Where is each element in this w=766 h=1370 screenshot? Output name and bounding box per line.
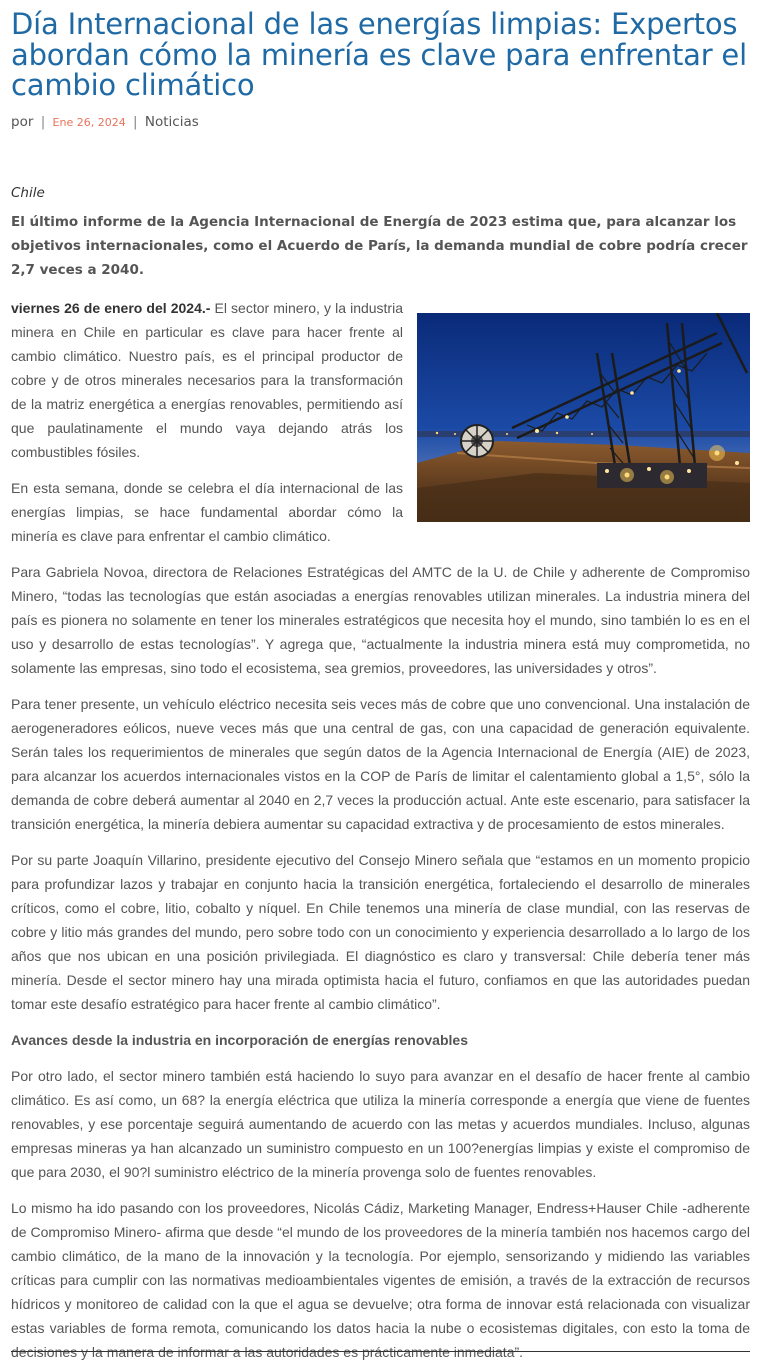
paragraph-villarino: Por su parte Joaquín Villarino, presidente ejecutivo del Consejo Minero señala que “estamos en un momento propicio para profundizar lazos y trabajar en conjunto hacia la transición energética, fortaleciendo el desarrollo de minerales críticos, como el cobre, litio, cobalto y níquel. En Chile tenemos una minería de clase mundial, con las reservas de cobre y litio más grandes del mundo, pero sobre todo con un conocimiento y experiencia desarrollado a lo largo de los años que nos ubican en una posición privilegiada. El diagnóstico es claro y transversal: Chile debería tener más minería. Desde el sector minero hay una mirada optimista hacia el futuro, confiamos en que las autoridades puedan tomar este desafío estratégico para hacer frente al cambio climático”. [11, 851, 750, 1012]
meta-separator: | [133, 113, 138, 130]
meta-separator: | [40, 113, 46, 130]
footer-divider [11, 1351, 750, 1352]
photo-illustration [417, 313, 750, 522]
article-lead: El último informe de la Agencia Internacional de Energía de 2023 estima que, para alcanzar los objetivos internacionales, como el Acuerdo de París, la demanda mundial de cobre podría crecer 2,7 veces a 2040. [11, 213, 748, 278]
paragraph-renovables: Por otro lado, el sector minero también está haciendo lo suyo para avanzar en el desafío de hacer frente al cambio climático. Es así como, un 68? la energía eléctrica que utiliza la minería corresponde a energía que viene de fuentes renovables, y ese porcentaje seguirá aumentando de acuerdo con las metas y acuerdos mundiales. Incluso, algunas empresas mineras ya han alcanzado un suministro compuesto en un 100?energías limpias y existe el compromiso de que para 2030, el 90?l suministro eléctrico de la minería provenga solo de fuentes renovables. [11, 1067, 750, 1180]
section-subheading: Avances desde la industria en incorporación de energías renovables [11, 1031, 468, 1048]
author-prefix: por [11, 113, 34, 130]
paragraph-proveedores: Lo mismo ha ido pasando con los proveedores, Nicolás Cádiz, Marketing Manager, Endress+Hauser Chile -adherente de Compromiso Minero- afirma que desde “el mundo de los proveedores de la minería también nos hacemos cargo del cambio climático, de la mano de la innovación y la tecnología. Por ejemplo, sensorizando y midiendo las variables críticas para cumplir con las normativas medioambientales vigentes de emisión, a través de la extracción de recursos hídricos y monitoreo de calidad con la que el agua se devuelve; otra forma de innovar está relacionada con visualizar estas variables de forma remota, comunicando los datos hacia la nube o ecosistemas digitales, con esto la toma de decisiones y la manera de informar a las autoridades es prácticamente inmediata”. [11, 1199, 750, 1360]
publish-date: Ene 26, 2024 [52, 115, 126, 129]
intro-text [11, 296, 403, 560]
category-link[interactable]: Noticias [144, 113, 199, 130]
region-label: Chile [11, 184, 45, 201]
article-title: Día Internacional de las energías limpias: Expertos abordan cómo la minería es clave para enfrentar el cambio climático [11, 7, 747, 102]
intro-paragraph-2: En esta semana, donde se celebra el día internacional de las energías limpias, se hace fundamental abordar cómo la minería es clave para enfrentar el cambio climático. [11, 479, 403, 544]
dateline: viernes 26 de enero del 2024.- [11, 299, 211, 316]
intro-section [11, 296, 750, 548]
mining-excavator-photo [417, 313, 750, 522]
paragraph-vehiculo: Para tener presente, un vehículo eléctrico necesita seis veces más de cobre que uno convencional. Una instalación de aerogeneradores eólicos, nueve veces más que una central de gas, con una capacidad de generación equivalente. Serán tales los requerimientos de minerales que según datos de la Agencia Internacional de Energía (AIE) de 2023, para alcanzar los acuerdos internacionales vistos en la COP de París de limitar el calentamiento global a 1,5°, sólo la demanda de cobre deberá aumentar al 2040 en 2,7 veces la producción actual. Ante este escenario, para satisfacer la transición energética, la minería debiera aumentar su capacidad extractiva y de procesamiento de estos minerales. [11, 695, 750, 832]
intro-paragraph-text: El sector minero, y la industria minera en Chile en particular es clave para hacer frente al cambio climático. Nuestro país, es el principal productor de cobre y de otros minerales necesarios para la transformación de la matriz energética a energías renovables, permitiendo así que paulatinamente el mundo vaya dejando atrás los combustibles fósiles. [11, 299, 403, 460]
paragraph-novoa: Para Gabriela Novoa, directora de Relaciones Estratégicas del AMTC de la U. de Chile y adherente de Compromiso Minero, “todas las tecnologías que están asociadas a energías renovables utilizan minerales. La industria minera del país es pionera no solamente en tener los minerales estratégicos que necesita hoy el mundo, sino también lo es en el uso y desarrollo de estas tecnologías”. Y agrega que, “actualmente la industria minera está muy comprometida, no solamente las empresas, sino todo el ecosistema, sea gremios, proveedores, las universidades y otros”. [11, 563, 750, 676]
article [11, 0, 750, 1364]
intro-paragraph [11, 296, 403, 464]
article-meta [11, 112, 750, 132]
